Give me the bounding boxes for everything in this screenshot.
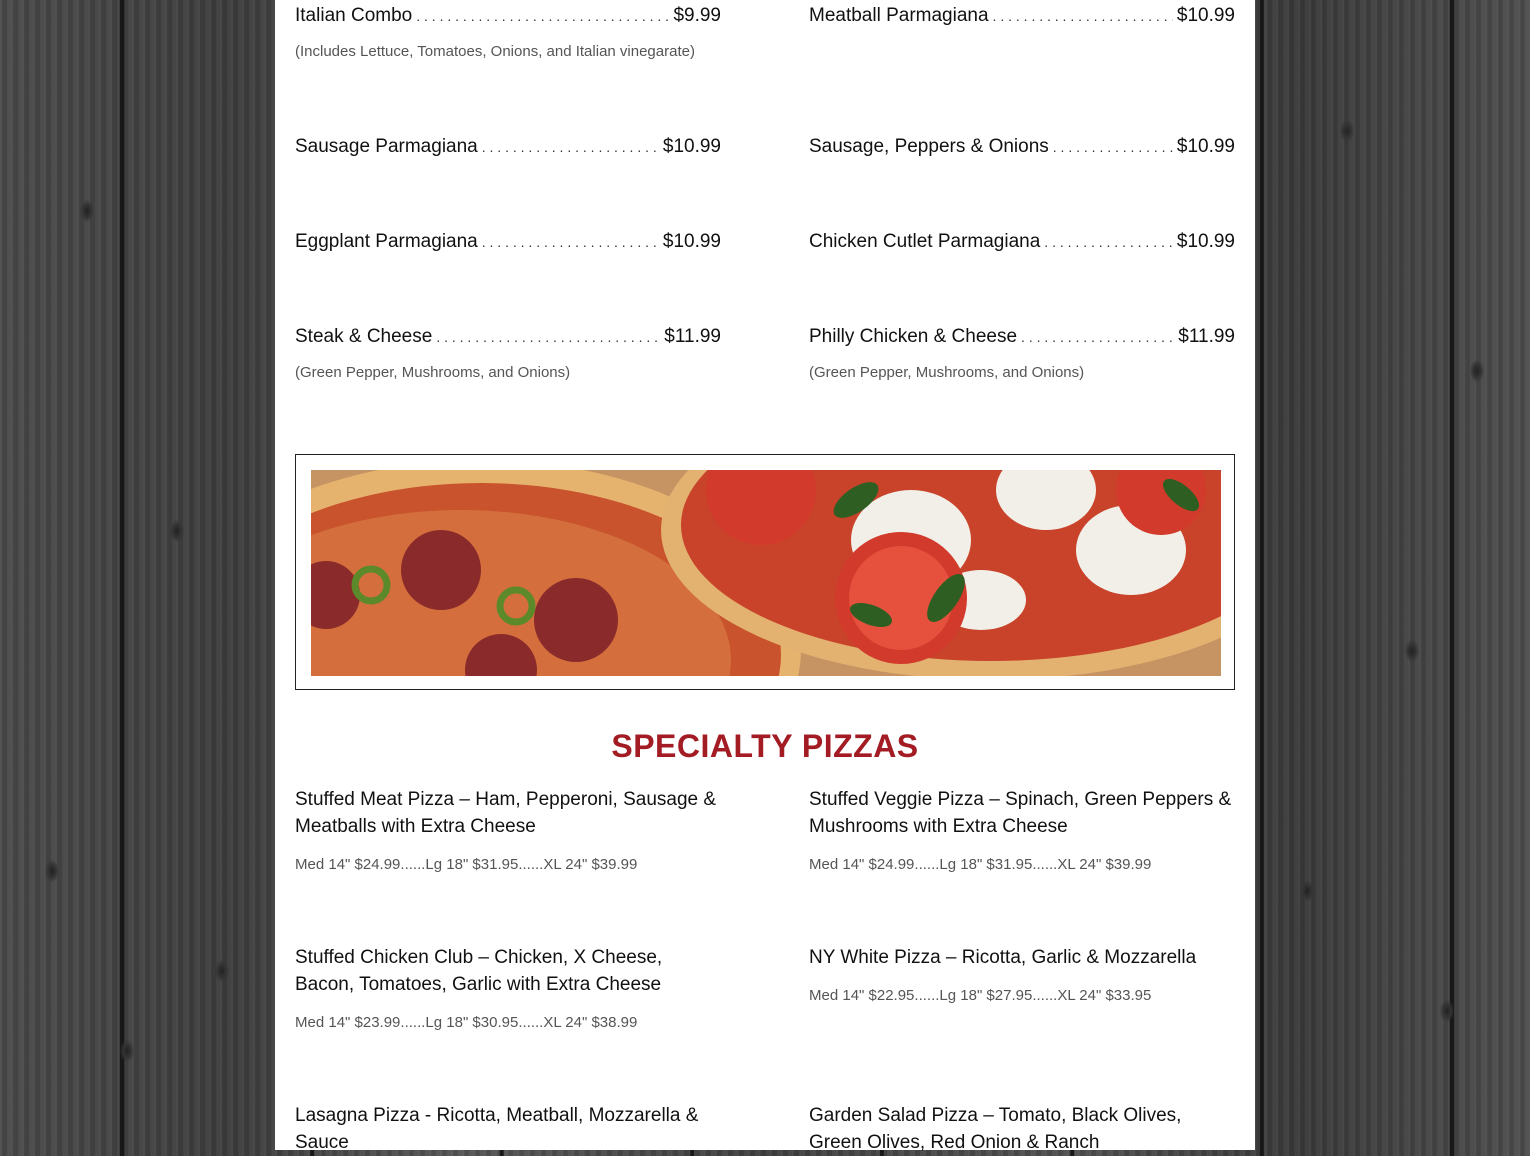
pizza-item — [809, 1102, 1235, 1156]
item-price: $10.99 — [662, 136, 721, 157]
pizza-title: Stuffed Chicken Club – Chicken, X Cheese, Bacon, Tomatoes, Garlic with Extra Cheese — [295, 947, 663, 995]
pizza-item — [295, 1102, 721, 1156]
menu-panel — [275, 0, 1255, 1153]
pizza-prices: Med 14" $23.99......Lg 18" $30.95......XL 24" $38.99 — [295, 1014, 638, 1031]
wood-knot — [1340, 120, 1354, 142]
menu-item — [295, 326, 721, 382]
leader-dots — [1044, 231, 1173, 253]
pizza-banner-image — [311, 470, 1221, 676]
item-name: Eggplant Parmagiana — [295, 231, 478, 252]
leader-dots — [482, 136, 659, 158]
menu-item — [295, 231, 721, 253]
pizza-item — [295, 786, 721, 873]
item-price: $9.99 — [673, 5, 721, 26]
item-name: Chicken Cutlet Parmagiana — [809, 231, 1041, 252]
leader-dots — [1053, 136, 1173, 158]
menu-item — [295, 136, 721, 158]
pizza-illustration — [311, 470, 1221, 676]
pizza-prices: Med 14" $24.99......Lg 18" $31.95......XL 24" $39.99 — [295, 856, 638, 873]
leader-dots — [436, 326, 660, 348]
section-heading: SPECIALTY PIZZAS — [611, 728, 919, 764]
pizza-title: Stuffed Veggie Pizza – Spinach, Green Peppers & Mushrooms with Extra Cheese — [809, 789, 1232, 837]
item-price: $10.99 — [1176, 5, 1235, 26]
pizza-item — [295, 944, 721, 1031]
menu-item — [809, 326, 1235, 382]
leader-dots — [993, 5, 1173, 27]
leader-dots — [482, 231, 659, 253]
item-price: $10.99 — [1176, 231, 1235, 252]
menu-item — [809, 231, 1235, 253]
leader-dots — [416, 5, 669, 27]
wood-knot — [80, 200, 94, 222]
wood-knot — [1405, 640, 1419, 662]
item-name: Meatball Parmagiana — [809, 5, 989, 26]
menu-item — [809, 5, 1235, 27]
item-note: (Includes Lettuce, Tomatoes, Onions, and Italian vinegarate) — [295, 43, 695, 60]
pizza-title: NY White Pizza – Ricotta, Garlic & Mozzarella — [809, 947, 1197, 968]
wood-knot — [170, 520, 184, 542]
pizza-prices: Med 14" $22.95......Lg 18" $27.95......XL 24" $33.95 — [809, 987, 1152, 1004]
item-name: Italian Combo — [295, 5, 413, 26]
wood-knot — [120, 1040, 134, 1062]
menu-item — [295, 5, 721, 61]
item-price: $10.99 — [662, 231, 721, 252]
item-price: $10.99 — [1176, 136, 1235, 157]
item-name: Sausage Parmagiana — [295, 136, 478, 157]
wood-knot — [45, 860, 59, 882]
pizza-title: Lasagna Pizza - Ricotta, Meatball, Mozzarella & Sauce — [295, 1105, 699, 1153]
pizza-item — [809, 944, 1235, 1004]
item-price: $11.99 — [1178, 326, 1235, 347]
item-price: $11.99 — [664, 326, 721, 347]
wood-knot — [1470, 360, 1484, 382]
item-note: (Green Pepper, Mushrooms, and Onions) — [809, 364, 1085, 381]
pizza-title: Garden Salad Pizza – Tomato, Black Olives, Green Olives, Red Onion & Ranch — [809, 1105, 1182, 1153]
leader-dots — [1021, 326, 1174, 348]
pizza-title: Stuffed Meat Pizza – Ham, Pepperoni, Sausage & Meatballs with Extra Cheese — [295, 789, 717, 837]
wood-knot — [215, 960, 229, 982]
wood-knot — [1300, 880, 1314, 902]
item-note: (Green Pepper, Mushrooms, and Onions) — [295, 364, 571, 381]
item-name: Sausage, Peppers & Onions — [809, 136, 1049, 157]
menu-item — [809, 136, 1235, 158]
pizza-item — [809, 786, 1235, 873]
banner-frame — [295, 454, 1235, 690]
item-name: Philly Chicken & Cheese — [809, 326, 1018, 347]
wood-knot — [1440, 1000, 1454, 1022]
pizza-prices: Med 14" $24.99......Lg 18" $31.95......XL 24" $39.99 — [809, 856, 1152, 873]
item-name: Steak & Cheese — [295, 326, 433, 347]
